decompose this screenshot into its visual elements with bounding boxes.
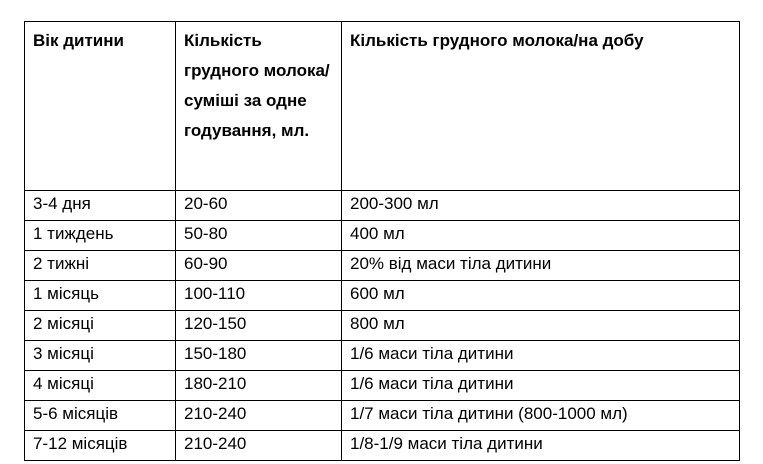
header-per-day-label: Кількість грудного молока/на добу [350,31,644,50]
header-age [25,22,176,191]
cell-per-day: 1/8-1/9 маси тіла дитини [342,431,740,461]
table-row [25,281,740,311]
table-row [25,431,740,461]
cell-per-day: 600 мл [342,281,740,311]
cell-per-day: 800 мл [342,311,740,341]
header-row [25,22,740,191]
cell-per-day: 1/7 маси тіла дитини (800-1000 мл) [342,401,740,431]
cell-per-feeding: 20-60 [176,191,342,221]
table-row [25,251,740,281]
feeding-table [24,21,740,461]
table-row [25,341,740,371]
header-per-feeding [176,22,342,191]
header-per-day [342,22,740,191]
cell-per-feeding: 50-80 [176,221,342,251]
cell-per-feeding: 150-180 [176,341,342,371]
table-row [25,191,740,221]
cell-age: 2 тижні [25,251,176,281]
cell-age: 1 тиждень [25,221,176,251]
cell-per-feeding: 210-240 [176,431,342,461]
cell-age: 3-4 дня [25,191,176,221]
table-row [25,221,740,251]
cell-age: 4 місяці [25,371,176,401]
cell-per-day: 200-300 мл [342,191,740,221]
table-row [25,311,740,341]
cell-age: 5-6 місяців [25,401,176,431]
header-per-feeding-label: Кількість грудного молока/суміші за одне годування, мл. [184,31,330,140]
cell-per-feeding: 210-240 [176,401,342,431]
cell-per-feeding: 120-150 [176,311,342,341]
cell-per-day: 20% від маси тіла дитини [342,251,740,281]
header-age-label: Вік дитини [33,31,124,50]
cell-age: 3 місяці [25,341,176,371]
cell-age: 2 місяці [25,311,176,341]
cell-age: 7-12 місяців [25,431,176,461]
table-row [25,371,740,401]
cell-per-day: 1/6 маси тіла дитини [342,371,740,401]
table-row [25,401,740,431]
cell-per-feeding: 180-210 [176,371,342,401]
cell-per-day: 400 мл [342,221,740,251]
cell-age: 1 місяць [25,281,176,311]
cell-per-day: 1/6 маси тіла дитини [342,341,740,371]
cell-per-feeding: 60-90 [176,251,342,281]
cell-per-feeding: 100-110 [176,281,342,311]
